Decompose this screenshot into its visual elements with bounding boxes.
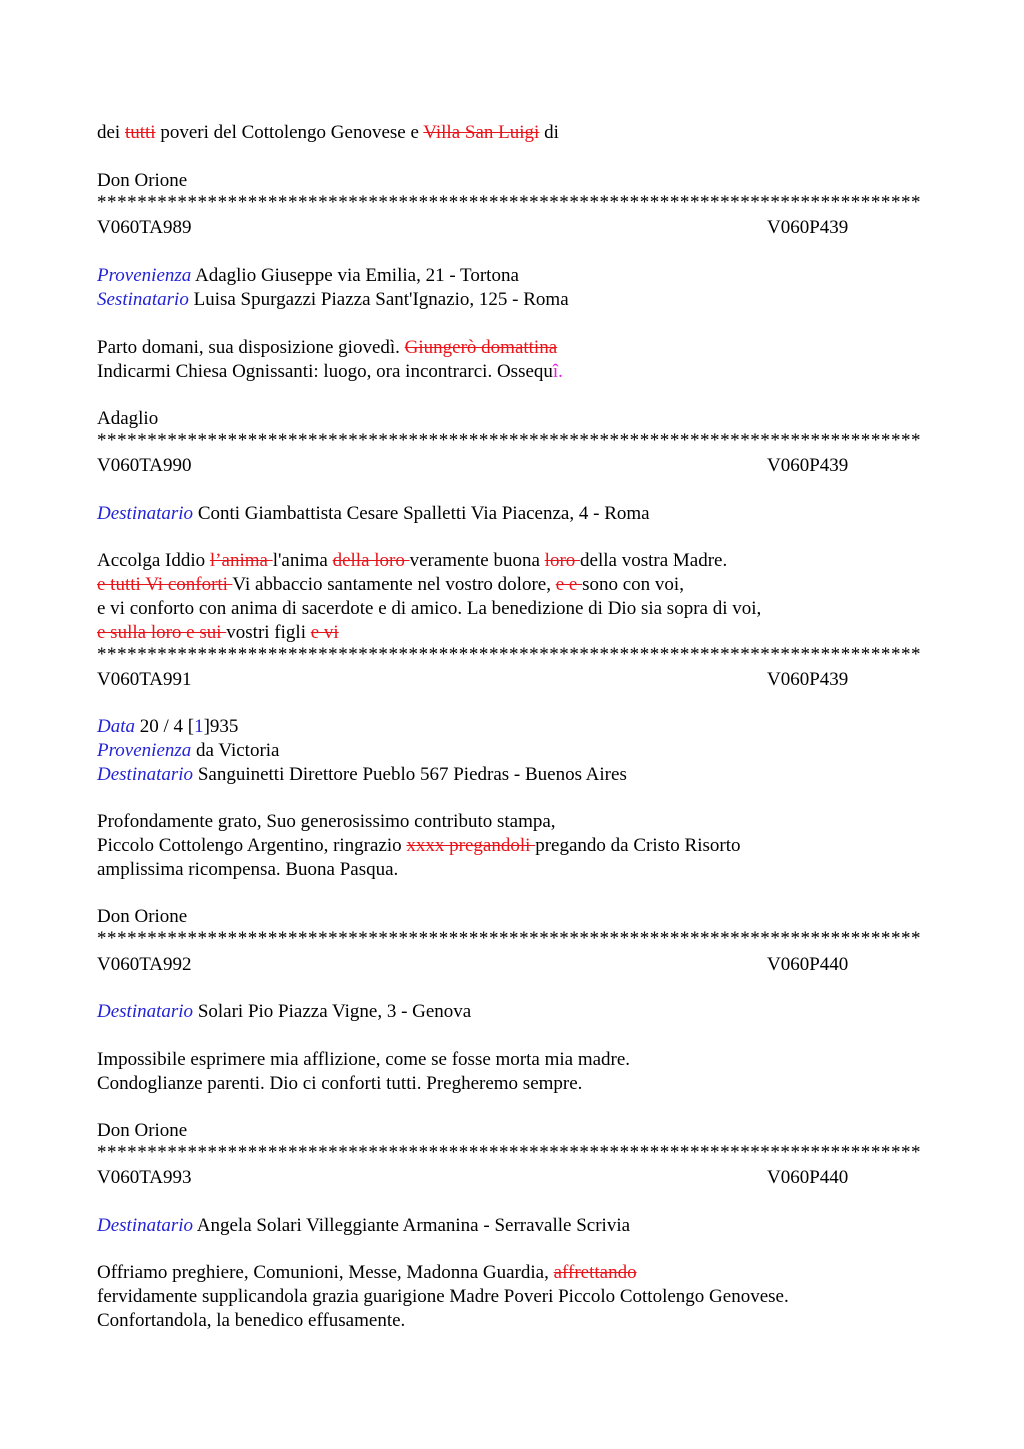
- body-line: [97, 573, 684, 597]
- body-line: Condoglianze parenti. Dio ci conforti tutti. Pregheremo sempre.: [97, 1073, 583, 1094]
- deleted-text: e sulla loro e sui: [97, 622, 227, 643]
- text: Vi abbaccio santamente nel vostro dolore,: [232, 574, 556, 595]
- field-value: Angela Solari Villeggiante Armanina - Serravalle Scrivia: [193, 1215, 631, 1236]
- destinatario-line: [97, 502, 650, 526]
- text: l'anima: [272, 550, 333, 571]
- body-line: e vi conforto con anima di sacerdote e di amico. La benedizione di Dio sia sopra di voi,: [97, 598, 762, 619]
- highlighted-text: î.: [552, 361, 563, 382]
- body-line: [97, 621, 339, 645]
- deleted-text: e vi: [310, 622, 339, 643]
- deleted-text: della loro: [332, 550, 410, 571]
- entry-code: V060TA991: [97, 669, 192, 690]
- separator: **********************************************************************************: [97, 195, 922, 211]
- editorial-insert: 1: [194, 716, 204, 737]
- page-code: V060P439: [767, 669, 849, 690]
- deleted-text: Giungerò domattina: [404, 337, 558, 358]
- field-label: Destinatario: [97, 1001, 194, 1022]
- text: pregando da Cristo Risorto: [535, 835, 741, 856]
- destinatario-line: [97, 1214, 630, 1238]
- field-value: ]935: [203, 716, 239, 737]
- provenienza-line: [97, 264, 519, 288]
- deleted-text: Villa San Luigi: [423, 122, 540, 143]
- body-line: [97, 360, 563, 384]
- text: dei: [97, 122, 125, 143]
- deleted-text: xxxx pregandoli: [406, 835, 536, 856]
- text: Offriamo preghiere, Comunioni, Messe, Madonna Guardia,: [97, 1262, 554, 1283]
- entry-code: V060TA992: [97, 954, 192, 975]
- body-line: Confortandola, la benedico effusamente.: [97, 1310, 406, 1331]
- signature: Adaglio: [97, 408, 159, 429]
- text: della vostra Madre.: [580, 550, 728, 571]
- deleted-text: e e: [555, 574, 583, 595]
- field-value: Solari Pio Piazza Vigne, 3 - Genova: [193, 1001, 472, 1022]
- field-label: Data: [97, 716, 135, 737]
- signature: Don Orione: [97, 170, 188, 191]
- body-line: [97, 549, 727, 573]
- separator: **********************************************************************************: [97, 647, 922, 663]
- text: Indicarmi Chiesa Ognissanti: luogo, ora incontrarci. Ossequ: [97, 361, 553, 382]
- text: poveri del Cottolengo Genovese e: [155, 122, 424, 143]
- page-code: V060P440: [767, 1167, 849, 1188]
- separator: **********************************************************************************: [97, 1145, 922, 1161]
- provenienza-line: [97, 739, 279, 763]
- body-line: fervidamente supplicandola grazia guarigione Madre Poveri Piccolo Cottolengo Genovese.: [97, 1286, 789, 1307]
- signature: Don Orione: [97, 1120, 188, 1141]
- body-line: Profondamente grato, Suo generosissimo contributo stampa,: [97, 811, 556, 832]
- entry-code: V060TA993: [97, 1167, 192, 1188]
- field-value: Adaglio Giuseppe via Emilia, 21 - Tortona: [191, 265, 519, 286]
- intro-line: [97, 121, 559, 145]
- text: Accolga Iddio: [97, 550, 210, 571]
- entry-code: V060TA990: [97, 455, 192, 476]
- page-code: V060P439: [767, 217, 849, 238]
- page-code: V060P440: [767, 954, 849, 975]
- field-value: Luisa Spurgazzi Piazza Sant'Ignazio, 125 - Roma: [188, 289, 569, 310]
- separator: **********************************************************************************: [97, 433, 922, 449]
- field-value: Sanguinetti Direttore Pueblo 567 Piedras - Buenos Aires: [193, 764, 627, 785]
- body-line: [97, 336, 557, 360]
- field-value: 20 / 4 [: [135, 716, 195, 737]
- field-label: Provenienza: [97, 740, 192, 761]
- deleted-text: l’anima: [209, 550, 273, 571]
- text: Parto domani, sua disposizione giovedì.: [97, 337, 405, 358]
- deleted-text: e tutti Vi conforti: [97, 574, 233, 595]
- deleted-text: affrettando: [553, 1262, 637, 1283]
- destinatario-line: [97, 288, 569, 312]
- text: di: [539, 122, 559, 143]
- signature: Don Orione: [97, 906, 188, 927]
- text: veramente buona: [409, 550, 545, 571]
- text: vostri figli: [226, 622, 311, 643]
- field-value: da Victoria: [191, 740, 280, 761]
- destinatario-line: [97, 763, 627, 787]
- field-label: Destinatario: [97, 503, 194, 524]
- entry-code: V060TA989: [97, 217, 192, 238]
- text: Piccolo Cottolengo Argentino, ringrazio: [97, 835, 407, 856]
- deleted-text: loro: [544, 550, 581, 571]
- deleted-text: tutti: [124, 122, 156, 143]
- field-label: Provenienza: [97, 265, 192, 286]
- data-line: [97, 715, 238, 739]
- body-line: [97, 1261, 637, 1285]
- field-label: Destinatario: [97, 1215, 194, 1236]
- body-line: amplissima ricompensa. Buona Pasqua.: [97, 859, 399, 880]
- body-line: Impossibile esprimere mia afflizione, come se fosse morta mia madre.: [97, 1049, 631, 1070]
- field-value: Conti Giambattista Cesare Spalletti Via Piacenza, 4 - Roma: [193, 503, 650, 524]
- field-label: Destinatario: [97, 764, 194, 785]
- field-label: Sestinatario: [97, 289, 189, 310]
- body-line: [97, 834, 740, 858]
- text: sono con voi,: [582, 574, 684, 595]
- destinatario-line: [97, 1000, 471, 1024]
- separator: **********************************************************************************: [97, 931, 922, 947]
- page-code: V060P439: [767, 455, 849, 476]
